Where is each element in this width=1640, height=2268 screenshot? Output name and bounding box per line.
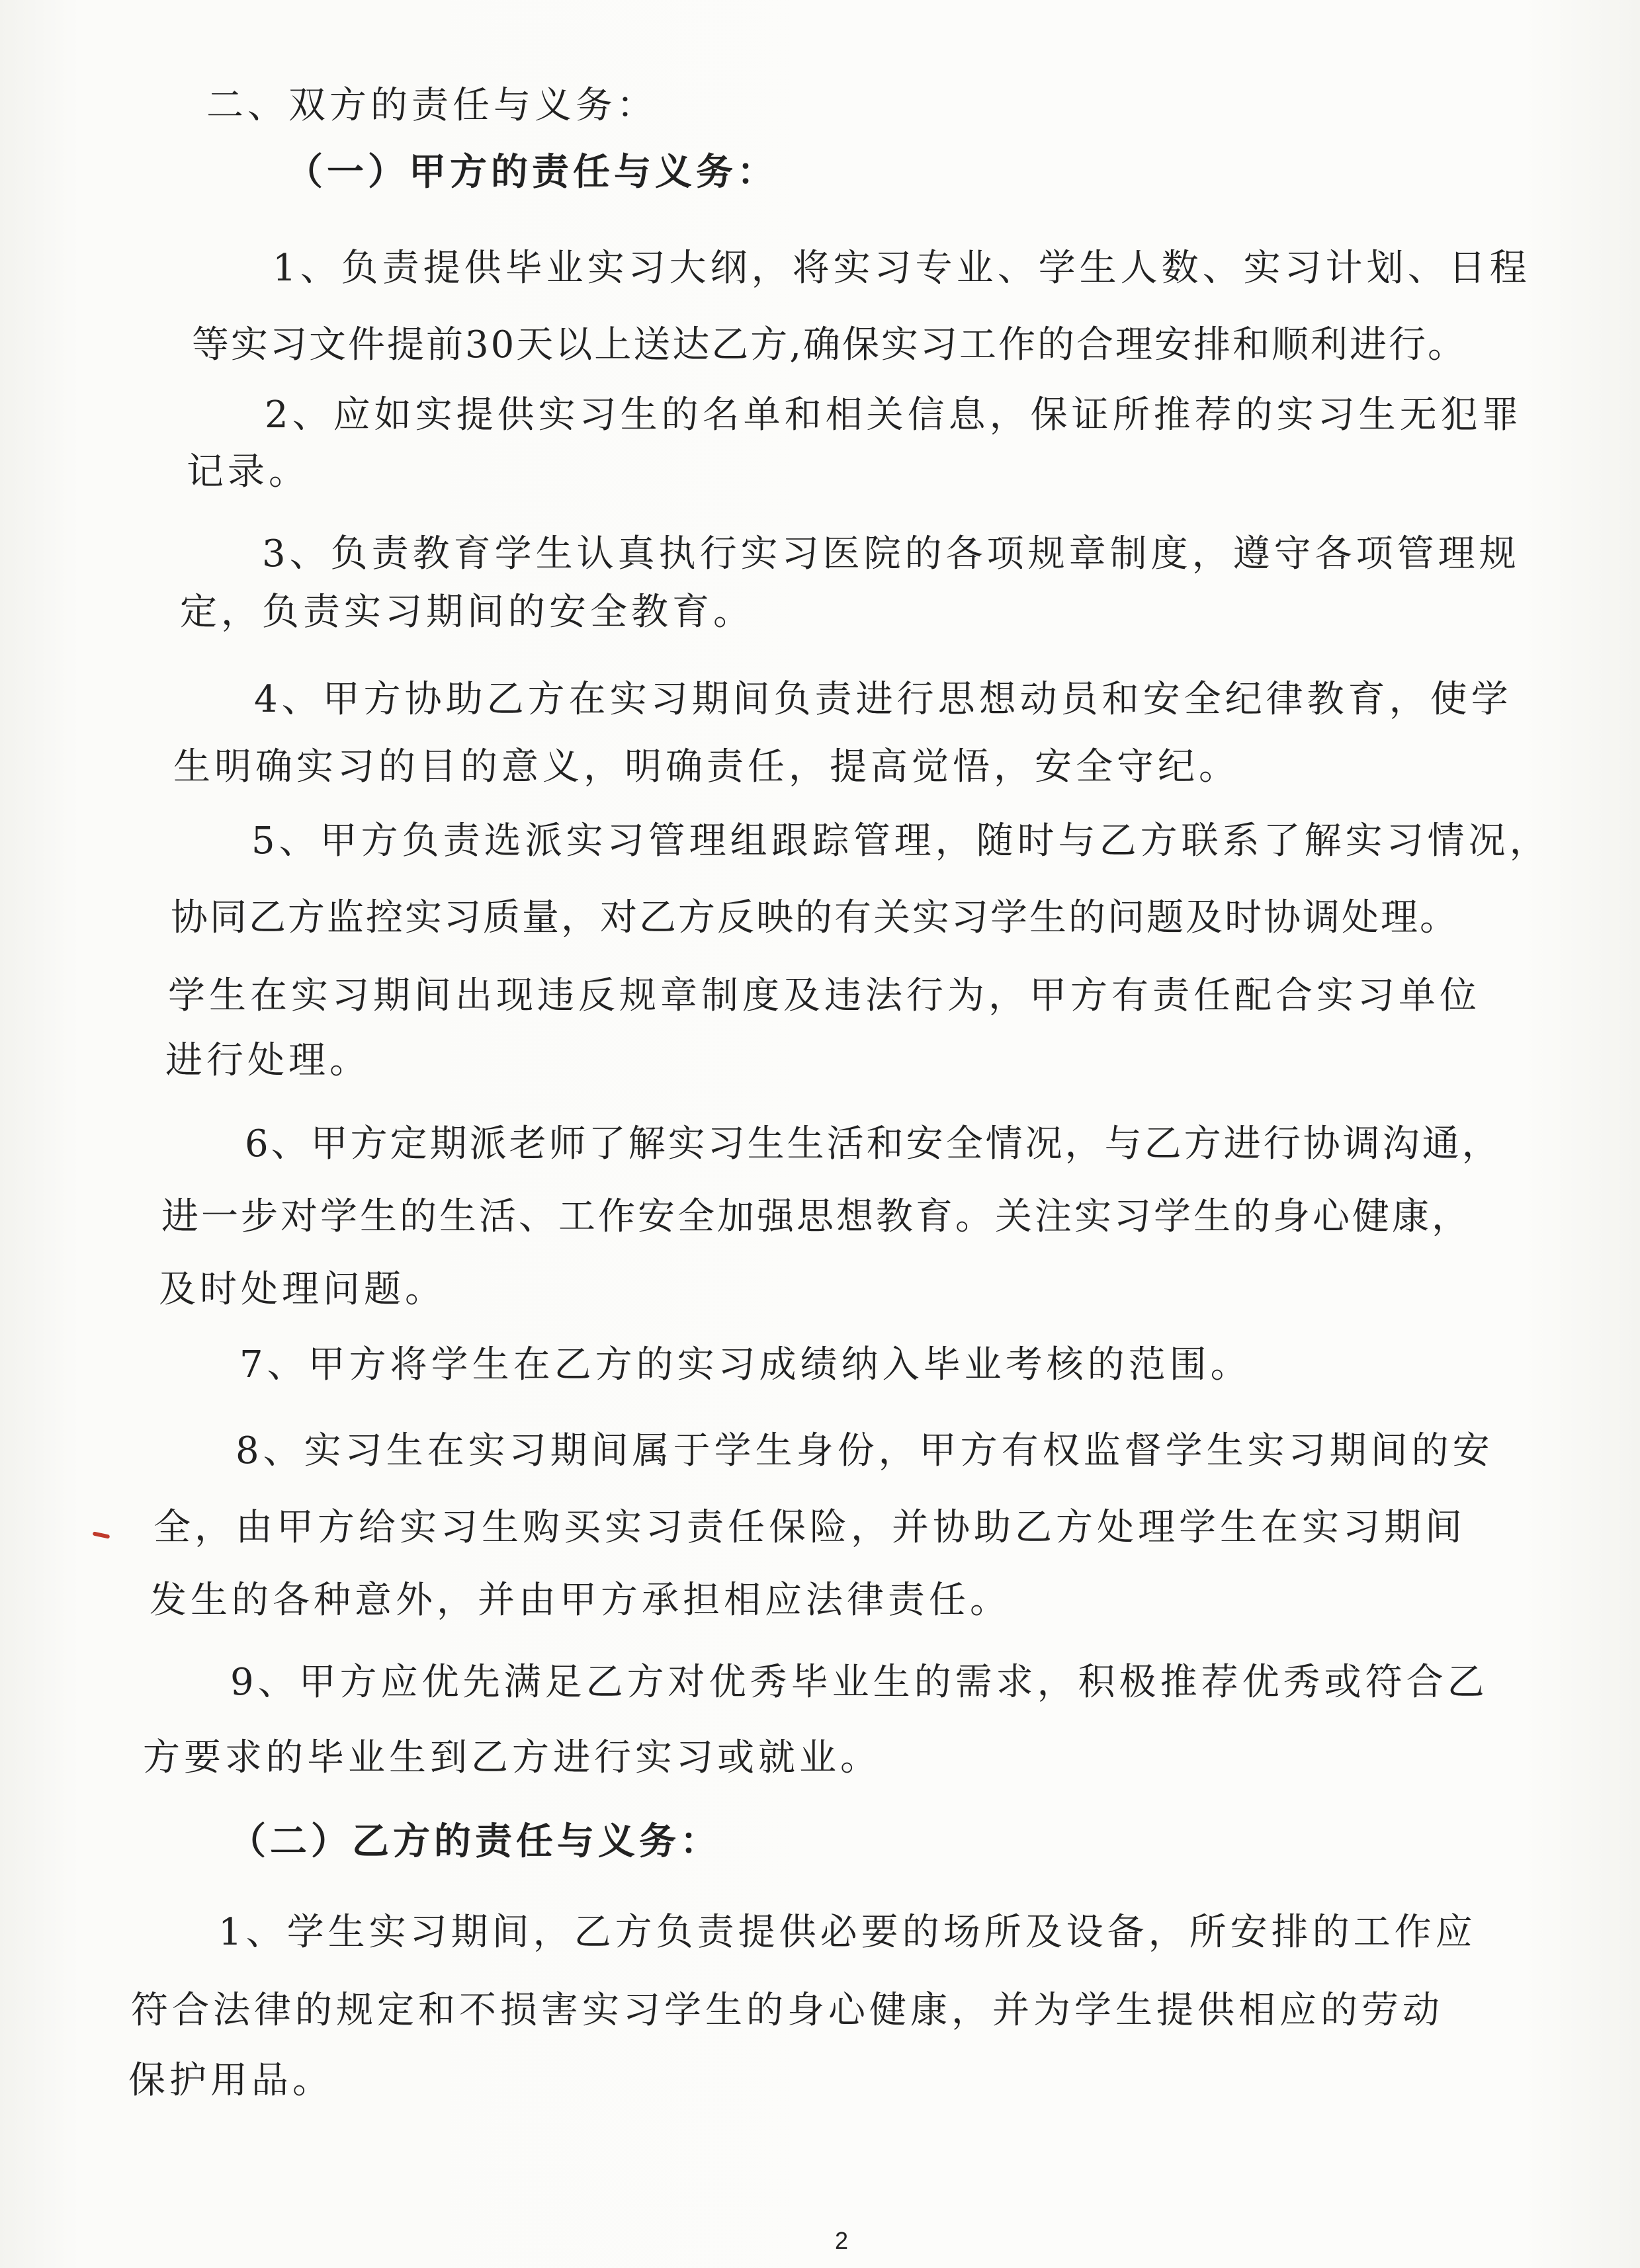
party-a-line: 记录。: [187, 450, 310, 493]
party-a-line: 协同乙方监控实习质量，对乙方反映的有关实习学生的问题及时协调处理。: [171, 896, 1459, 939]
party-b-line: 保护用品。: [128, 2059, 333, 2102]
party-a-line: 6、甲方定期派老师了解实习生生活和安全情况，与乙方进行协调沟通，: [245, 1122, 1502, 1165]
party-a-line: 3、负责教育学生认真执行实习医院的各项规章制度，遵守各项管理规: [262, 532, 1520, 575]
party-a-line: 定，负责实习期间的安全教育。: [180, 591, 754, 634]
party-a-line: 进一步对学生的生活、工作安全加强思想教育。关注实习学生的身心健康，: [161, 1195, 1471, 1238]
party-a-line: 生明确实习的目的意义，明确责任，提高觉悟，安全守纪。: [173, 745, 1240, 788]
party-b-title: （二）乙方的责任与义务：: [229, 1820, 721, 1863]
party-a-line: 等实习文件提前30天以上送达乙方,确保实习工作的合理安排和顺利进行。: [192, 323, 1467, 366]
party-a-line: 2、应如实提供实习生的名单和相关信息，保证所推荐的实习生无犯罪: [265, 394, 1523, 437]
party-a-line: 1、负责提供毕业实习大纲，将实习专业、学生人数、实习计划、日程: [273, 247, 1531, 290]
party-a-line: 发生的各种意外，并由甲方承担相应法律责任。: [150, 1579, 1011, 1622]
party-a-line: 5、甲方负责选派实习管理组跟踪管理，随时与乙方联系了解实习情况，: [251, 819, 1551, 862]
party-a-line: 及时处理问题。: [159, 1268, 446, 1311]
page-number: 2: [835, 2227, 849, 2254]
section-heading: 二、双方的责任与义务：: [206, 84, 658, 127]
ink-mark: [93, 1531, 110, 1538]
party-b-line: 1、学生实习期间，乙方负责提供必要的场所及设备，所安排的工作应: [218, 1911, 1477, 1954]
party-a-line: 8、实习生在实习期间属于学生身份，甲方有权监督学生实习期间的安: [236, 1429, 1494, 1472]
party-b-line: 符合法律的规定和不损害实习学生的身心健康，并为学生提供相应的劳动: [131, 1989, 1444, 2032]
party-a-line: 方要求的毕业生到乙方进行实习或就业。: [143, 1736, 881, 1779]
party-a-line: 7、甲方将学生在乙方的实习成绩纳入毕业考核的范围。: [239, 1343, 1252, 1386]
party-a-line: 进行处理。: [165, 1039, 370, 1082]
party-a-line: 全，由甲方给实习生购买实习责任保险，并协助乙方处理学生在实习期间: [153, 1506, 1466, 1549]
party-a-title: （一）甲方的责任与义务：: [286, 150, 778, 194]
party-a-line: 4、甲方协助乙方在实习期间负责进行思想动员和安全纪律教育，使学: [254, 678, 1512, 721]
party-a-line: 学生在实习期间出现违反规章制度及违法行为，甲方有责任配合实习单位: [168, 974, 1481, 1017]
party-a-line: 9、甲方应优先满足乙方对优秀毕业生的需求，积极推荐优秀或符合乙: [230, 1661, 1489, 1704]
